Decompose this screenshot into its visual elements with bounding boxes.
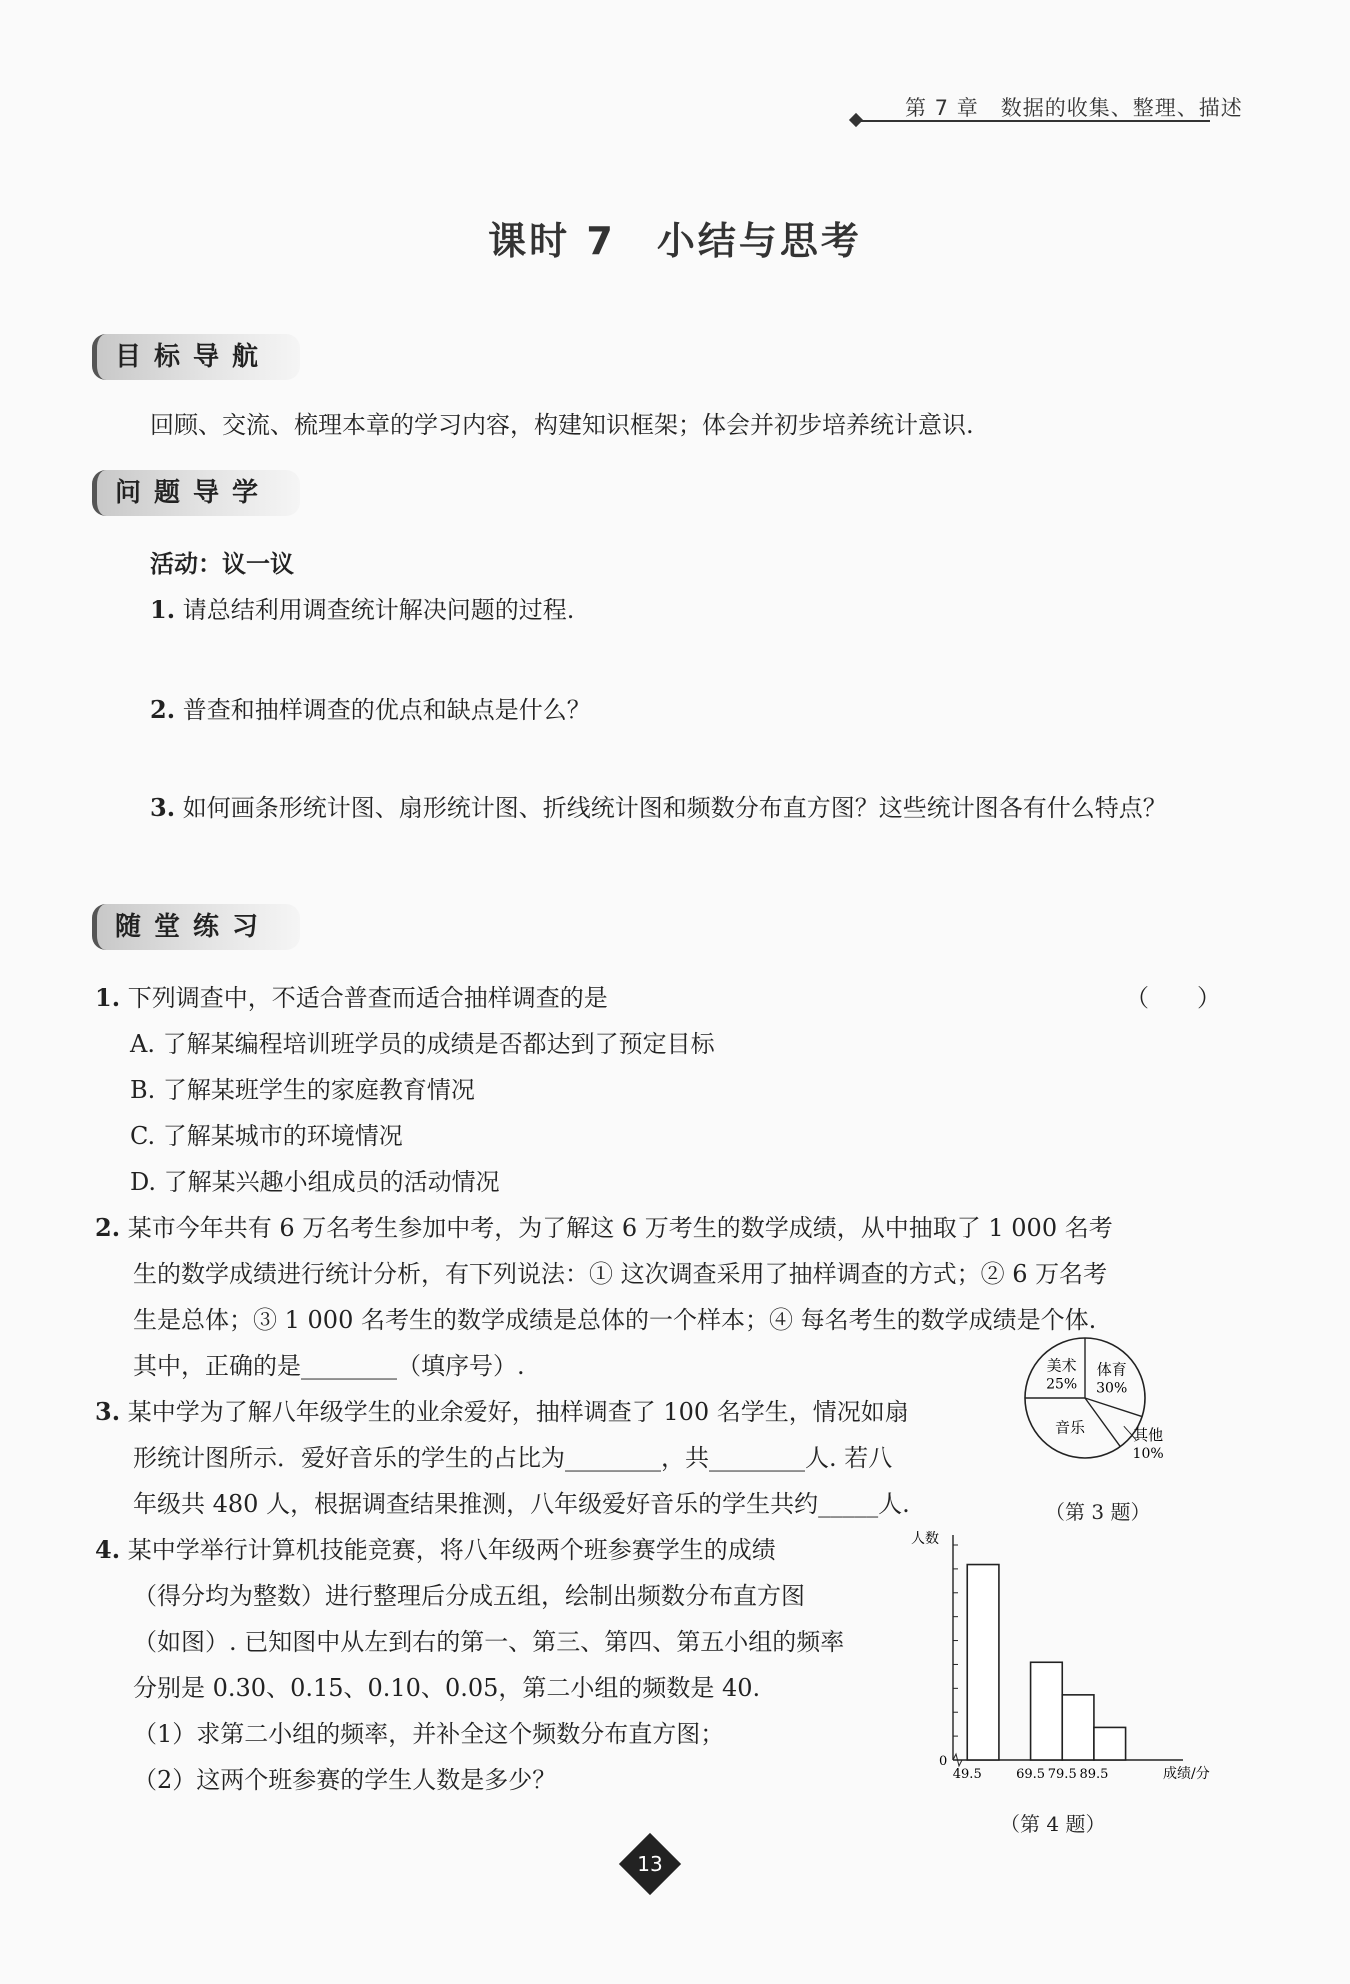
x-tick-label: 69.5 [1016, 1767, 1046, 1782]
x-tick-label: 79.5 [1047, 1767, 1077, 1782]
q3-line-1: 3. 某中学为了解八年级学生的业余爱好，抽样调查了 100 名学生，情况如扇 [95, 1397, 909, 1426]
pie-slice-percent: 30% [1096, 1380, 1128, 1397]
q4-line-1: 4. 某中学举行计算机技能竞赛，将八年级两个班参赛学生的成绩 [95, 1535, 776, 1564]
activity-label: 活动：议一议 [150, 549, 294, 578]
q4-line-3: （如图）. 已知图中从左到右的第一、第三、第四、第五小组的频率 [133, 1628, 845, 1656]
header-rule [858, 120, 1210, 122]
histogram-bar [1031, 1662, 1063, 1760]
x-tick-label: 89.5 [1079, 1767, 1109, 1782]
q1-option-c: C. 了解某城市的环境情况 [130, 1122, 403, 1150]
guide-item-2: 2. 普查和抽样调查的优点和缺点是什么？ [150, 695, 591, 724]
goal-text: 回顾、交流、梳理本章的学习内容，构建知识框架；体会并初步培养统计意识. [150, 411, 974, 439]
q4-line-6: （2）这两个班参赛的学生人数是多少？ [133, 1766, 557, 1794]
q1-option-d: D. 了解某兴趣小组成员的活动情况 [130, 1168, 500, 1196]
q1-answer-blank: （ ） [1125, 984, 1221, 1012]
section-guide-tag: 问题导学 [92, 470, 300, 516]
chapter-header: 第 7 章 数据的收集、整理、描述 [905, 96, 1243, 120]
q2-line-4: 其中，正确的是________（填序号）. [133, 1352, 525, 1380]
histogram-bar [967, 1565, 999, 1760]
histogram-bar [1094, 1727, 1126, 1760]
q3-line-2: 形统计图所示．爱好音乐的学生的占比为________，共________人. 若八 [133, 1444, 893, 1472]
pie-slice-percent: 25% [1046, 1376, 1078, 1393]
guide-item-1: 1. 请总结利用调查统计解决问题的过程. [150, 595, 575, 624]
histogram-chart [905, 1515, 1210, 1795]
section-goal-tag: 目标导航 [92, 334, 300, 380]
q4-line-2: （得分均为整数）进行整理后分成五组，绘制出频数分布直方图 [133, 1582, 805, 1610]
q1-option-b: B. 了解某班学生的家庭教育情况 [130, 1076, 475, 1104]
histogram-bar [1062, 1695, 1094, 1760]
q3-line-3: 年级共 480 人，根据调查结果推测，八年级爱好音乐的学生共约_____人. [133, 1490, 910, 1518]
q2-line-3: 生是总体；③ 1 000 名考生的数学成绩是总体的一个样本；④ 每名考生的数学成绩是个体. [133, 1306, 1097, 1334]
q4-caption: （第 4 题） [1000, 1812, 1106, 1836]
pie-slice-boundary [1085, 1398, 1142, 1417]
section-practice-tag: 随堂练习 [92, 904, 300, 950]
pie-slice-label: 音乐 [1055, 1418, 1086, 1437]
origin-label: 0 [939, 1754, 948, 1769]
lesson-title: 课时 7 小结与思考 [488, 219, 862, 263]
x-tick-label: 49.5 [952, 1767, 982, 1782]
q2-line-2: 生的数学成绩进行统计分析，有下列说法：① 这次调查采用了抽样调查的方式；② 6 万名考 [133, 1260, 1108, 1288]
pie-chart [1000, 1328, 1180, 1488]
page-number: 13 [637, 1852, 663, 1876]
header-diamond-icon [849, 113, 863, 127]
q2-line-1: 2. 某市今年共有 6 万名考生参加中考，为了解这 6 万考生的数学成绩，从中抽取了 1 000 名考 [95, 1213, 1113, 1242]
q1-stem: 1. 下列调查中，不适合普查而适合抽样调查的是 [95, 983, 608, 1012]
x-axis-label: 成绩/分 [1163, 1766, 1210, 1782]
q3-caption: （第 3 题） [1045, 1500, 1151, 1524]
pie-slice-boundary [1085, 1398, 1120, 1447]
q4-line-5: （1）求第二小组的频率，并补全这个频数分布直方图； [133, 1720, 725, 1748]
y-axis-label: 人数 [911, 1531, 939, 1547]
pie-slice-label: 体育 [1096, 1360, 1127, 1379]
q4-line-4: 分别是 0.30、0.15、0.10、0.05，第二小组的频数是 40. [133, 1674, 761, 1702]
guide-item-3: 3. 如何画条形统计图、扇形统计图、折线统计图和频数分布直方图？这些统计图各有什么特点？ [150, 793, 1167, 822]
q1-option-a: A. 了解某编程培训班学员的成绩是否都达到了预定目标 [130, 1030, 715, 1058]
pie-slice-percent: 10% [1132, 1445, 1164, 1462]
pie-slice-label: 其他 [1133, 1425, 1164, 1444]
pie-slice-label: 美术 [1046, 1356, 1077, 1375]
